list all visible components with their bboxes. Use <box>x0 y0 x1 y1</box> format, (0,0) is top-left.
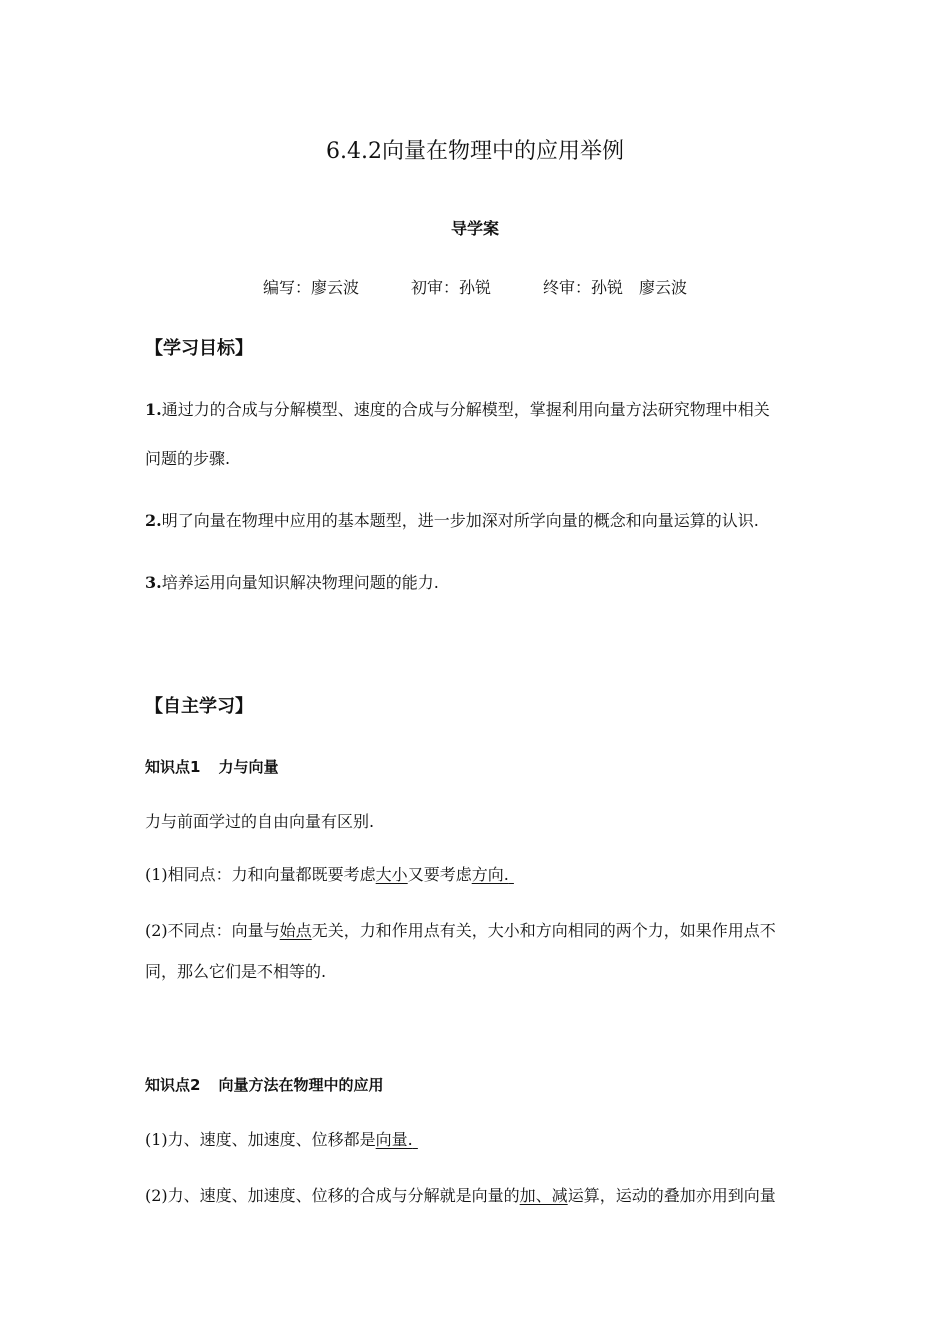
kp2-p1-blank-vector: 向量. <box>375 1130 413 1149</box>
objective-3 <box>145 573 439 593</box>
kp2-point-2 <box>145 1186 776 1206</box>
kp2-p1-blank-tail <box>413 1130 418 1149</box>
kp1-p2-text-a: (2)不同点：向量与 <box>145 921 280 940</box>
objective-1-line-2: 问题的步骤. <box>145 449 231 468</box>
kp1-point-2-line-1 <box>145 921 776 941</box>
kp1-label: 知识点1 <box>145 758 201 776</box>
kp2-label: 知识点2 <box>145 1076 201 1094</box>
kp2-p2-blank-addsub: 加、减 <box>519 1186 568 1205</box>
kp2-title: 向量方法在物理中的应用 <box>218 1076 384 1094</box>
objectives-heading: 【学习目标】 <box>145 338 253 359</box>
document-title: 6.4.2向量在物理中的应用举例 <box>326 139 624 164</box>
objective-1-text: 通过力的合成与分解模型、速度的合成与分解模型，掌握利用向量方法研究物理中相关 <box>161 400 770 419</box>
objective-1-number: 1. <box>145 400 162 419</box>
kp1-p1-blank-direction: 方向. <box>471 865 509 884</box>
authors-line <box>0 278 950 298</box>
kp1-p1-text-c: 又要考虑 <box>407 865 472 884</box>
kp1-point-2-line-2: 同，那么它们是不相等的. <box>145 962 327 981</box>
objective-2 <box>145 511 759 531</box>
kp2-heading <box>145 1075 383 1095</box>
kp1-p1-text-a: (1)相同点：力和向量都既要考虑 <box>145 865 376 884</box>
kp2-p1-text-a: (1)力、速度、加速度、位移都是 <box>145 1130 376 1149</box>
kp1-title: 力与向量 <box>218 758 279 776</box>
author-final-review: 终审：孙锐 廖云波 <box>543 278 688 297</box>
kp1-p2-text-c: 无关，力和作用点有关，大小和方向相同的两个力，如果作用点不 <box>311 921 776 940</box>
kp2-point-1 <box>145 1130 418 1150</box>
kp2-p2-text-c: 运算，运动的叠加亦用到向量 <box>567 1186 776 1205</box>
kp1-p1-blank-size: 大小 <box>375 865 408 884</box>
objective-3-number: 3. <box>145 573 162 592</box>
kp1-p2-blank-start: 始点 <box>279 921 312 940</box>
document-subtitle: 导学案 <box>450 219 499 238</box>
author-first-review: 初审：孙锐 <box>410 278 491 297</box>
objective-2-number: 2. <box>145 511 162 530</box>
kp1-heading <box>145 757 278 777</box>
author-writer: 编写：廖云波 <box>262 278 359 297</box>
objective-2-text: 明了向量在物理中应用的基本题型，进一步加深对所学向量的概念和向量运算的认识. <box>161 511 759 530</box>
objective-3-text: 培养运用向量知识解决物理问题的能力. <box>161 573 439 592</box>
kp2-p2-text-a: (2)力、速度、加速度、位移的合成与分解就是向量的 <box>145 1186 520 1205</box>
objective-1-line-1 <box>145 400 770 420</box>
kp1-point-1 <box>145 865 514 885</box>
kp1-p1-blank-tail <box>509 865 514 884</box>
kp1-intro: 力与前面学过的自由向量有区别. <box>145 812 375 831</box>
self-study-heading: 【自主学习】 <box>145 696 253 717</box>
